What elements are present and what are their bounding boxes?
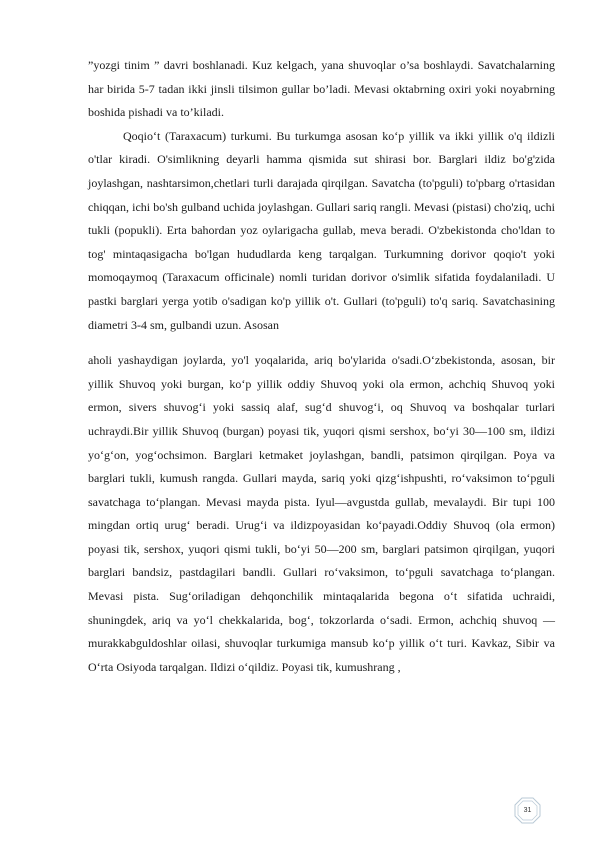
paragraph-2-taraxacum: Qoqio‘t (Taraxacum) turkumi. Bu turkumga asosan ko‘p yillik va ikki yillik o'q ildizli o'tlar kiradi. O'simlikning deyarli hamma qismida sut shirasi bor. Barglari ildiz bo'g'zida joylashgan, nashtarsimon,chetlari turli darajada qirqilgan. Savatcha (to'pguli) to'pbarg o'rtasidan chiqqan, ichi bo'sh gulband uchida joylashgan. Gullari sariq rangli. Mevasi (pistasi) cho'ziq, uchi tukli (popukli). Erta bahordan yoz oylarigacha gullab, meva beradi. O'zbekistonda cho'ldan to tog' mintaqasigacha bo'lgan hududlarda keng tarqalgan. Turkumning dorivor qoqio't yoki momoqaymoq (Taraxacum officinale) nomli turidan dorivor o'simlik sifatida foydalaniladi. U pastki barglari yerga yotib o'sadigan ko'p yillik o't. Gullari (to'pguli) to'q sariq. Savatchasining diametri 3-4 sm, gulbandi uzun. Asosan — [88, 128, 555, 332]
page-number-badge — [514, 797, 541, 824]
page-number: 31 — [523, 807, 532, 814]
paragraph-3-shuvoq: aholi yashaydigan joylarda, yo'l yoqalarida, ariq bo'ylarida o'sadi.O‘zbekistonda, asosan, bir yillik Shuvoq yoki burgan, ko‘p yillik oddiy Shuvoq yoki ola ermon, achchiq Shuvoq yoki ermon, sivers shuvog‘i yoki sassiq alaf, sug‘d shuvog‘i, oq Shuvoq va boshqalar turlari uchraydi.Bir yillik Shuvoq (burgan) poyasi tik, yuqori qismi sershox, bo‘yi 30—100 sm, ildizi yo‘g‘on, yog‘ochsimon. Barglari ketmaket joylashgan, bandli, patsimon qirqilgan. Poya va barglari tukli, kumush rangda. Gullari mayda, sariq yoki qizg‘ishpushti, ro‘vaksimon to‘pguli savatchaga to‘plangan. Mevasi mayda pista. Iyul—avgustda gullab, mevalaydi. Bir tupi 100 mingdan ortiq urug‘ beradi. Urug‘i va ildizpoyasidan ko‘payadi.Oddiy Shuvoq (ola ermon) poyasi tik, sershox, yuqori qismi tukli, bo‘yi 50—200 sm, barglari patsimon qirqilgan, yuqori barglari bandsiz, pastdagilari bandli. Gullari ro‘vaksimon, to‘pguli savatchaga to‘plangan. Mevasi pista. Sug‘oriladigan dehqonchilik mintaqalarida begona o‘t sifatida uchraidi, shuningdek, ariq va yo‘l chekkalarida, bog‘, tokzorlarda o‘sadi. Ermon, achchiq shuvoq — murakkabguldoshlar oilasi, shuvoqlar turkumiga mansub ko‘p yillik o‘t turi. Kavkaz, Sibir va O‘rta Osiyoda tarqalgan. Ildizi o‘qildiz. Poyasi tik, kumushrang , — [88, 353, 555, 674]
paragraph-1: ”yozgi tinim ” davri boshlanadi. Kuz kelgach, yana shuvoqlar o’sa boshlaydi. Savatchalarning har birida 5-7 tadan ikki jinsli tilsimon gullar bo’ladi. Mevasi oktabrning oxiri yoki noyabrning boshida pishadi va to’kiladi. — [88, 58, 555, 120]
document-body — [88, 54, 555, 679]
